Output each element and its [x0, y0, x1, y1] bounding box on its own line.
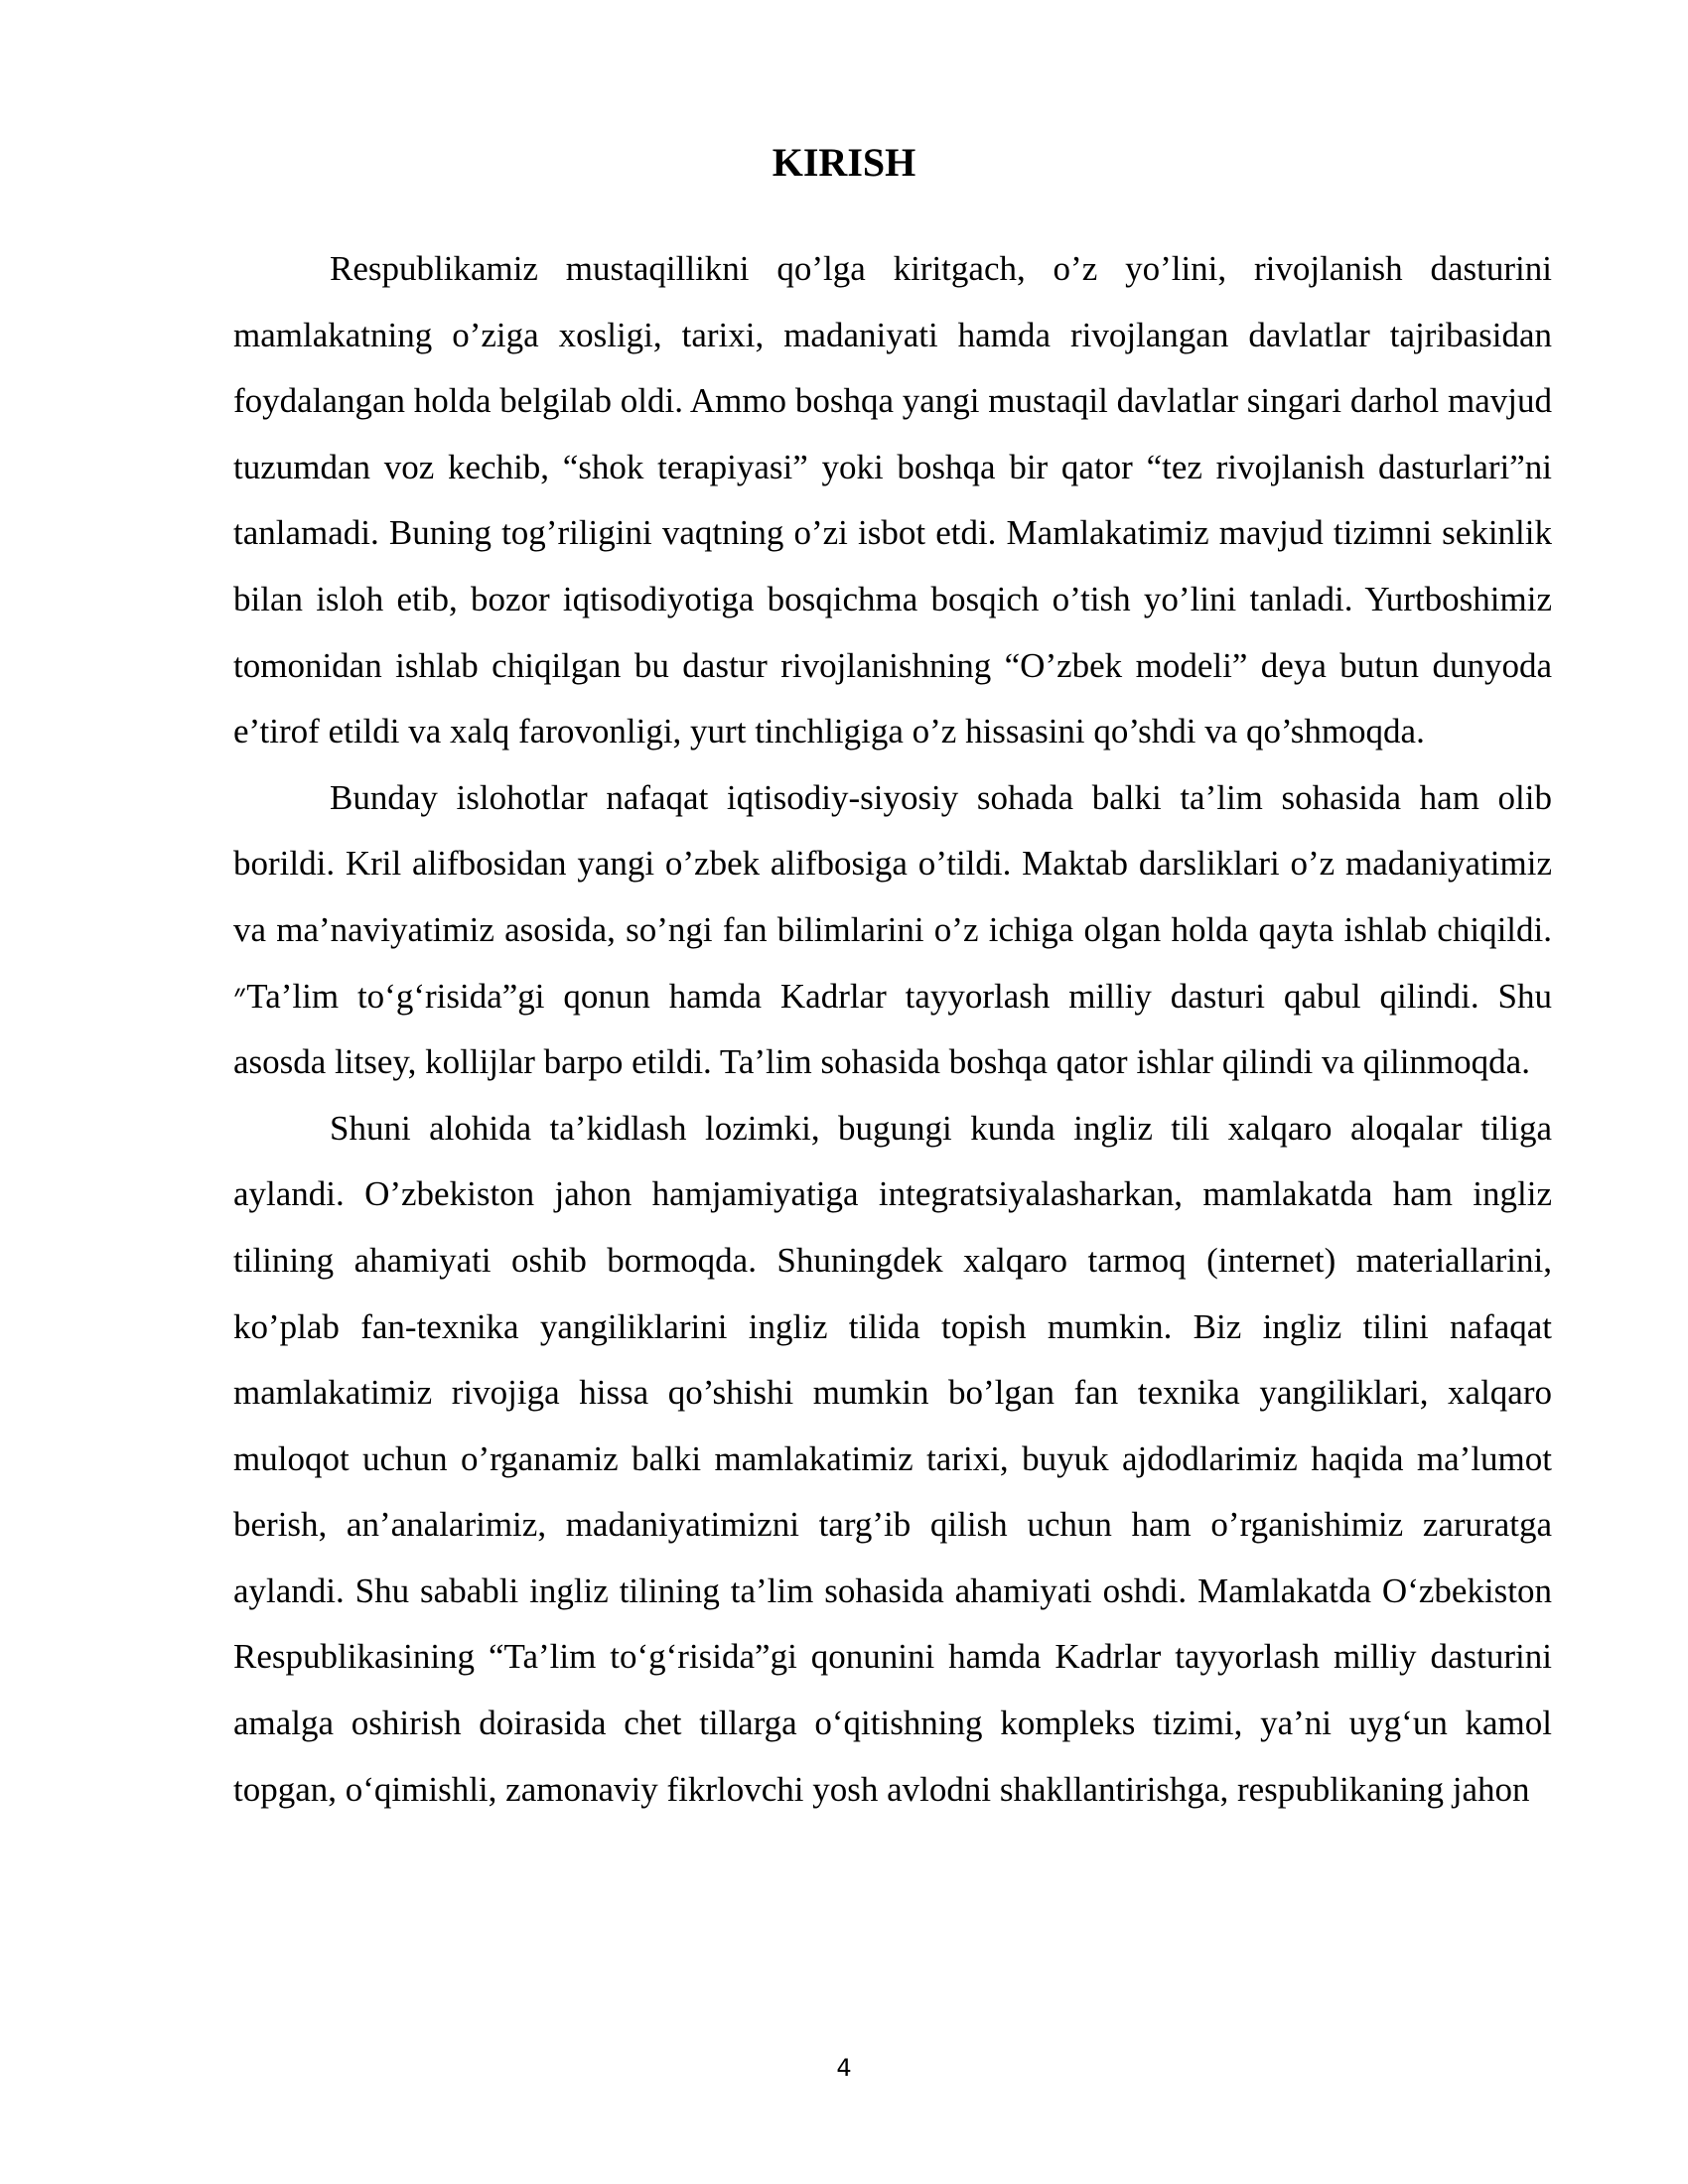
paragraph-2: Bunday islohotlar nafaqat iqtisodiy-siyosiy sohada balki ta’lim sohasida ham olib borildi. Kril alifbosidan yangi o’zbek alifbosiga o’tildi. Maktab darsliklari o’z madaniyatimiz va ma’naviyatimiz asosida, so’ngi fan bilimlarini o’z ichiga olgan holda qayta ishlab chiqildi. ״Ta’lim to‘g‘risida”gi qonun hamda Kadrlar tayyorlash milliy dasturi qabul qilindi. Shu asosda litsey, kollijlar barpo etildi. Ta’lim sohasida boshqa qator ishlar qilindi va qilinmoqda.	[233, 777, 1552, 1082]
document-body	[233, 236, 1552, 1823]
page-title: KIRISH	[772, 140, 916, 185]
page-number: 4	[836, 2054, 852, 2082]
paragraph-1: Respublikamiz mustaqillikni qo’lga kiritgach, o’z yo’lini, rivojlanish dasturini mamlakatning o’ziga xosligi, tarixi, madaniyati hamda rivojlangan davlatlar tajribasidan foydalangan holda belgilab oldi. Ammo boshqa yangi mustaqil davlatlar singari darhol mavjud tuzumdan voz kechib, “shok terapiyasi” yoki boshqa bir qator “tez rivojlanish dasturlari”ni tanlamadi. Buning tog’riligini vaqtning o’zi isbot etdi. Mamlakatimiz mavjud tizimni sekinlik bilan isloh etib, bozor iqtisodiyotiga bosqichma bosqich o’tish yo’lini tanladi. Yurtboshimiz tomonidan ishlab chiqilgan bu dastur rivojlanishning “O’zbek modeli” deya butun dunyoda e’tirof etildi va xalq farovonligi, yurt tinchligiga o’z hissasini qo’shdi va qo’shmoqda.	[233, 249, 1552, 751]
paragraph-3: Shuni alohida ta’kidlash lozimki, bugungi kunda ingliz tili xalqaro aloqalar tiliga aylandi. O’zbekiston jahon hamjamiyatiga integratsiyalasharkan, mamlakatda ham ingliz tilining ahamiyati oshib bormoqda. Shuningdek xalqaro tarmoq (internet) materiallarini, ko’plab fan-texnika yangiliklarini ingliz tilida topish mumkin. Biz ingliz tilini nafaqat mamlakatimiz rivojiga hissa qo’shishi mumkin bo’lgan fan texnika yangiliklari, xalqaro muloqot uchun o’rganamiz balki mamlakatimiz tarixi, buyuk ajdodlarimiz haqida ma’lumot berish, an’analarimiz, madaniyatimizni targ’ib qilish uchun ham o’rganishimiz zaruratga aylandi. Shu sababli ingliz tilining ta’lim sohasida ahamiyati oshdi. Mamlakatda O‘zbekiston Respublikasining “Ta’lim to‘g‘risida”gi qonunini hamda Kadrlar tayyorlash milliy dasturini amalga oshirish doirasida chet tillarga o‘qitishning kompleks tizimi, ya’ni uyg‘un kamol topgan, o‘qimishli, zamonaviy fikrlovchi yosh avlodni shakllantirishga, respublikaning jahon	[233, 1108, 1552, 1809]
